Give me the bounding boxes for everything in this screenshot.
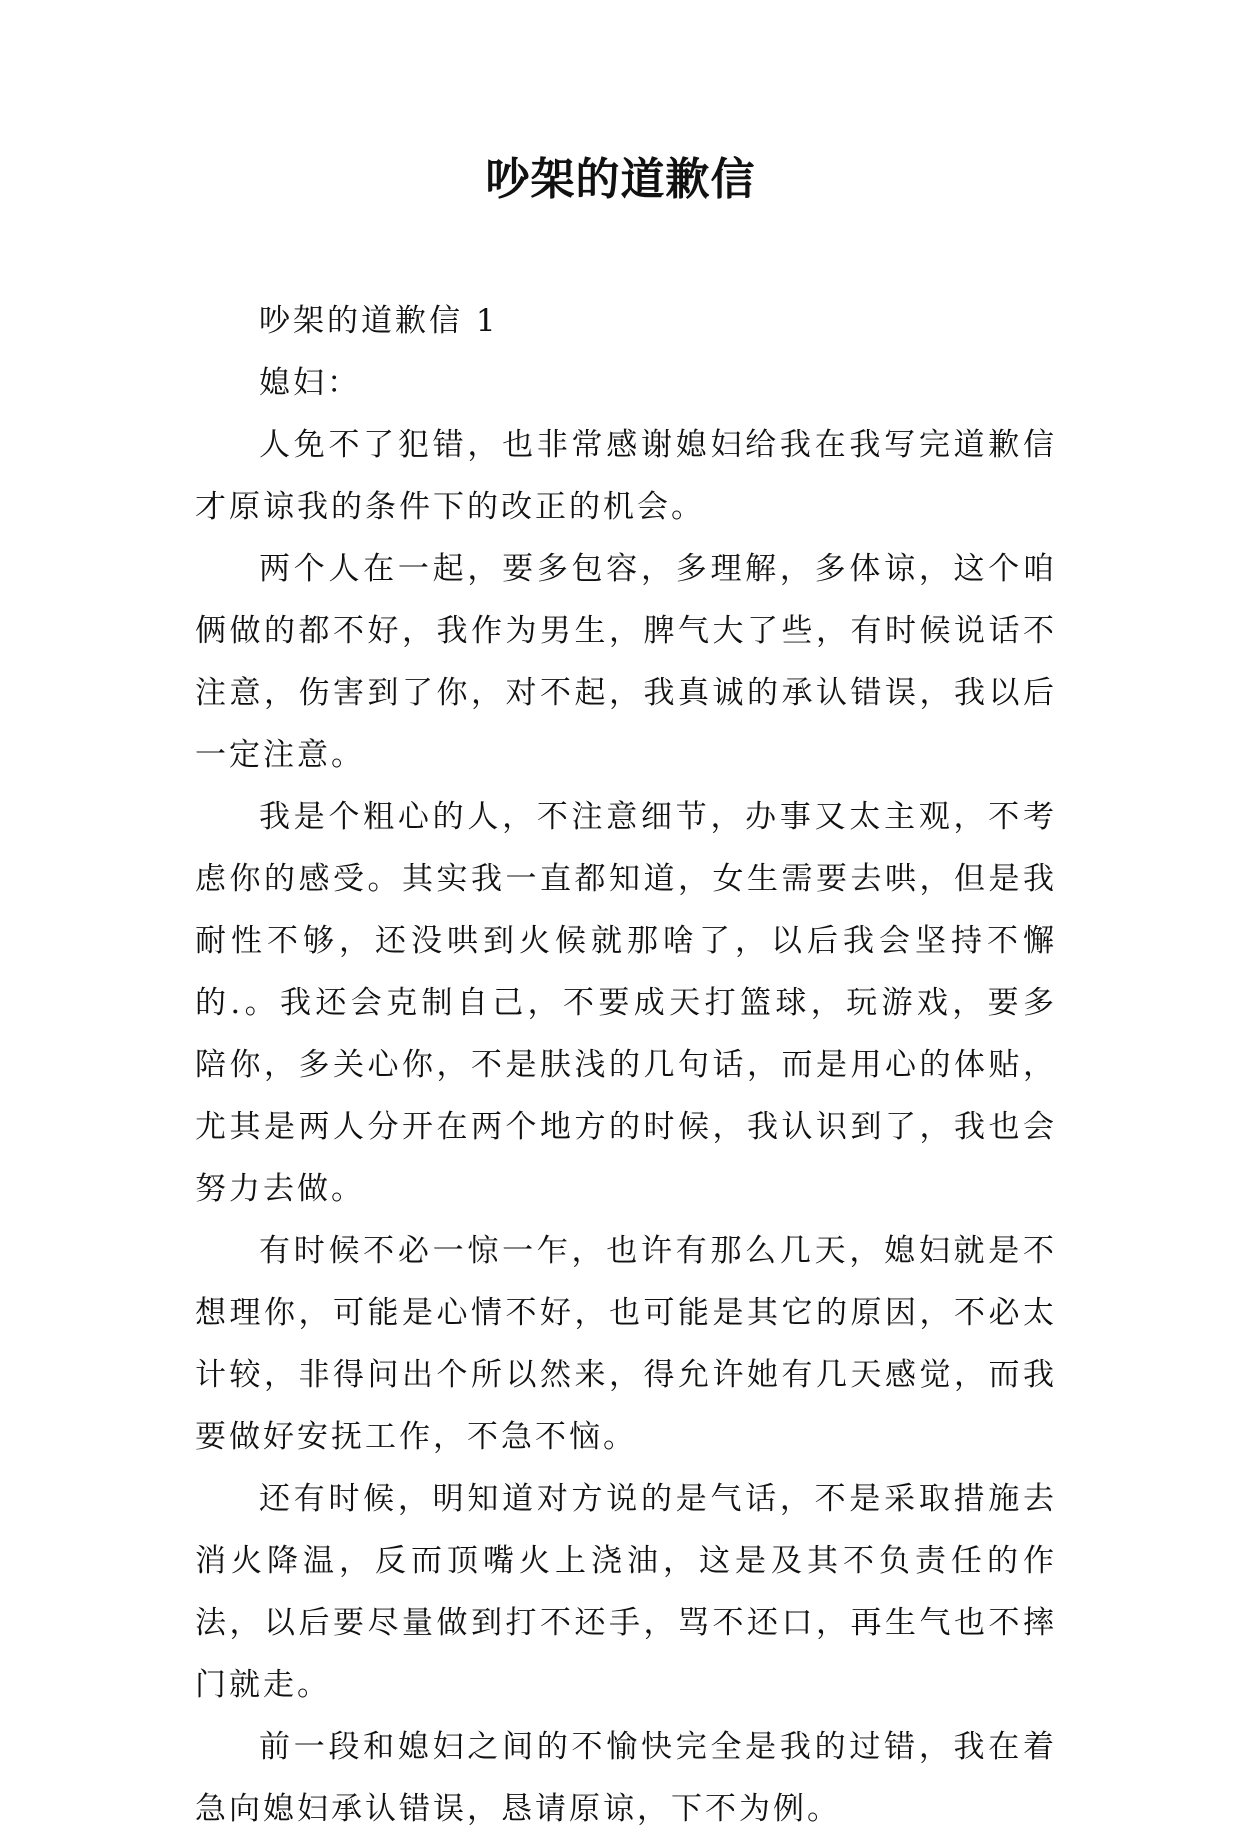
body-paragraph: 两个人在一起，要多包容，多理解，多体谅，这个咱俩做的都不好，我作为男生，脾气大了些，有时候说话不注意，伤害到了你，对不起，我真诚的承认错误，我以后一定注意。 [195, 551, 1057, 773]
letter-subtitle: 吵架的道歉信 1 [259, 303, 499, 339]
body-paragraph: 我是个粗心的人，不注意细节，办事又太主观，不考虑你的感受。其实我一直都知道，女生需要去哄，但是我耐性不够，还没哄到火候就那啥了，以后我会坚持不懈的.。我还会克制自己，不要成天打篮球，玩游戏，要多陪你，多关心你，不是肤浅的几句话，而是用心的体贴，尤其是两人分开在两个地方的时候，我认识到了，我也会努力去做。 [195, 799, 1057, 1207]
letter-salutation: 媳妇： [259, 365, 361, 401]
body-paragraph: 还有时候，明知道对方说的是气话，不是采取措施去消火降温，反而顶嘴火上浇油，这是及其不负责任的作法，以后要尽量做到打不还手，骂不还口，再生气也不摔门就走。 [195, 1481, 1057, 1703]
body-paragraph: 人免不了犯错，也非常感谢媳妇给我在我写完道歉信才原谅我的条件下的改正的机会。 [195, 427, 1057, 525]
body-paragraph: 前一段和媳妇之间的不愉快完全是我的过错，我在着急向媳妇承认错误，恳请原谅，下不为例。 [195, 1729, 1057, 1827]
document-title: 吵架的道歉信 [485, 154, 756, 205]
document-body [195, 290, 1057, 1840]
body-paragraph: 有时候不必一惊一乍，也许有那么几天，媳妇就是不想理你，可能是心情不好，也可能是其它的原因，不必太计较，非得问出个所以然来，得允许她有几天感觉，而我要做好安抚工作，不急不恼。 [195, 1233, 1057, 1455]
